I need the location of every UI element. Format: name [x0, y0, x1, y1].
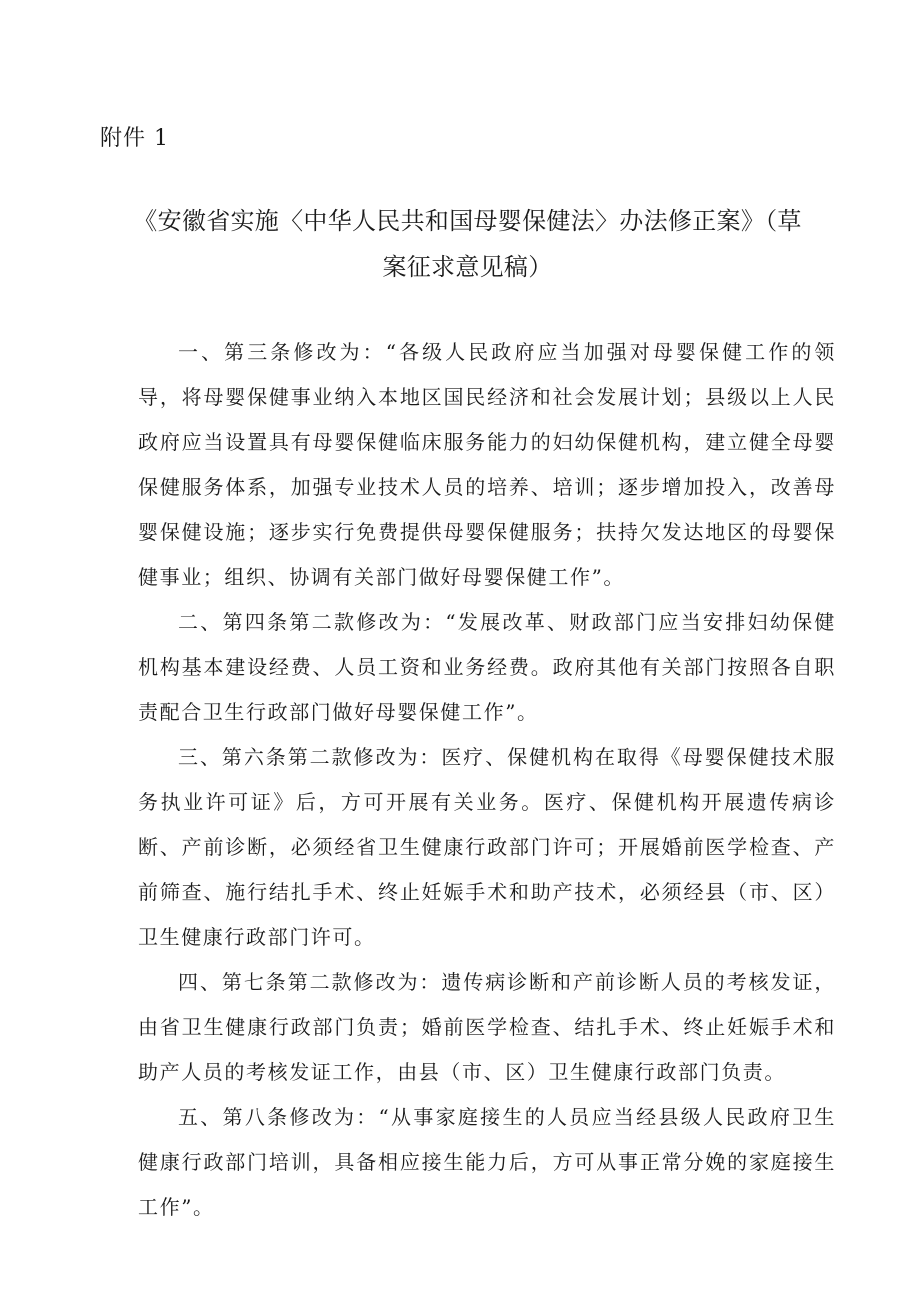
attachment-label: 附件 1 — [100, 126, 169, 151]
title-line-1: 《安徽省实施〈中华人民共和国母婴保健法〉办法修正案》（草 — [133, 207, 802, 235]
paragraph-article-7: 四、第七条第二款修改为：遗传病诊断和产前诊断人员的考核发证，由省卫生健康行政部门负责；婚前医学检查、结扎手术、终止妊娠手术和助产人员的考核发证工作，由县（市、区）卫生健康行政部门负责。 — [138, 970, 836, 1084]
paragraph-article-6: 三、第六条第二款修改为：医疗、保健机构在取得《母婴保健技术服务执业许可证》后，方可开展有关业务。医疗、保健机构开展遗传病诊断、产前诊断，必须经省卫生健康行政部门许可；开展婚前医学检查、产前筛查、施行结扎手术、终止妊娠手术和助产技术，必须经县（市、区）卫生健康行政部门许可。 — [138, 745, 836, 949]
paragraph-article-3: 一、第三条修改为：“各级人民政府应当加强对母婴保健工作的领导，将母婴保健事业纳入本地区国民经济和社会发展计划；县级以上人民政府应当设置具有母婴保健临床服务能力的妇幼保健机构，建立健全母婴保健服务体系，加强专业技术人员的培养、培训；逐步增加投入，改善母婴保健设施；逐步实行免费提供母婴保健服务；扶持欠发达地区的母婴保健事业；组织、协调有关部门做好母婴保健工作”。 — [138, 340, 836, 589]
paragraph-article-8: 五、第八条修改为：“从事家庭接生的人员应当经县级人民政府卫生健康行政部门培训，具备相应接生能力后，方可从事正常分娩的家庭接生工作”。 — [138, 1105, 836, 1219]
document-body — [138, 330, 836, 1230]
paragraph-article-4: 二、第四条第二款修改为：“发展改革、财政部门应当安排妇幼保健机构基本建设经费、人员工资和业务经费。政府其他有关部门按照各自职责配合卫生行政部门做好母婴保健工作”。 — [138, 610, 836, 724]
title-line-2: 案征求意见稿） — [382, 253, 553, 281]
document-title — [100, 198, 835, 290]
